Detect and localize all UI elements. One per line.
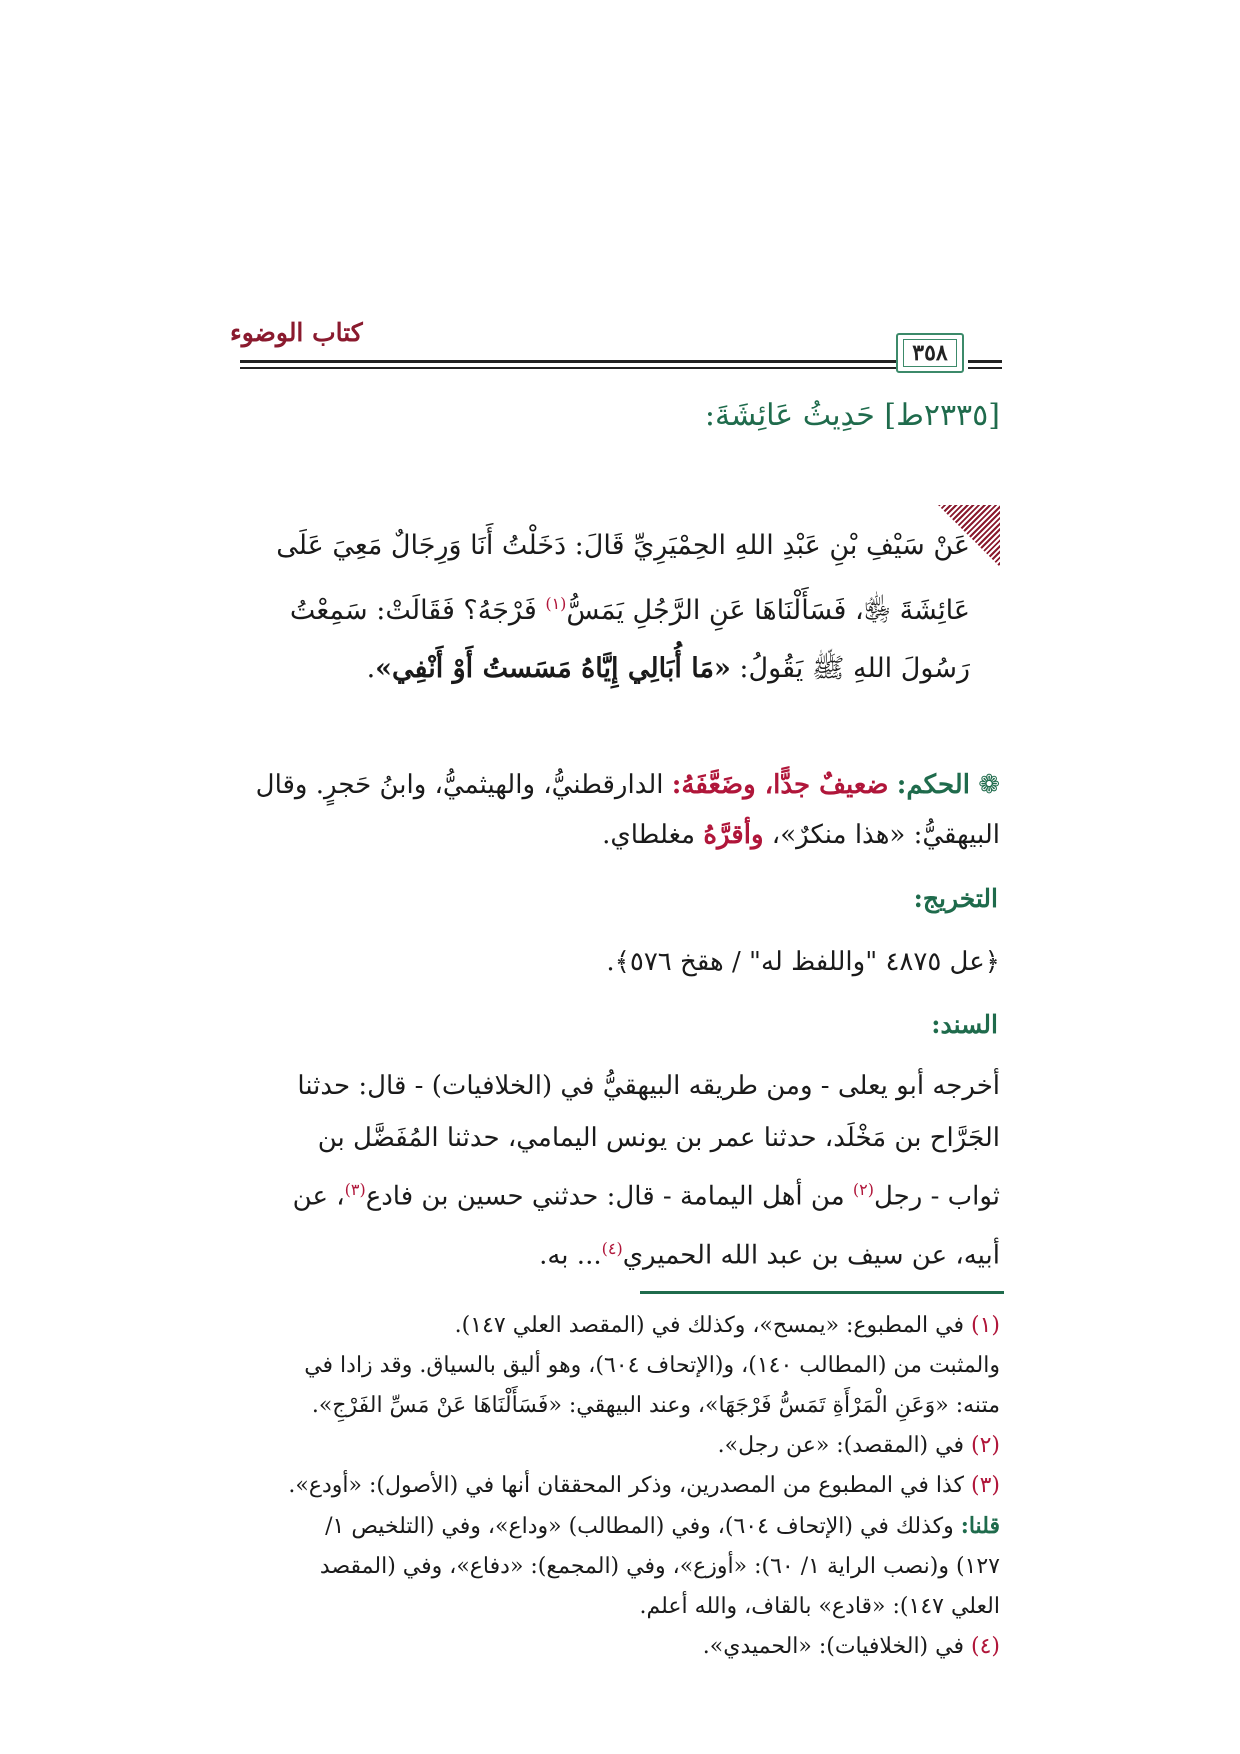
sanad-heading: السند: [931,1010,998,1039]
header-rule-right-top [968,360,1002,363]
sanad-line-4a: أبيه، عن سيف بن عبد الله الحميري [622,1240,1000,1271]
takhrij-heading: التخريج: [913,884,998,913]
prophetic-quote: «مَا أُبَالِي إِيَّاهُ مَسَستُ أَوْ أَنْفِي» [375,653,731,684]
footnote-2-number: (٢) [970,1433,1000,1458]
footnote-3-line-4: العلي ١٤٧): «قادع» بالقاف، والله أعلم. [639,1594,1000,1619]
hadith-box [248,505,1000,751]
footnotes [240,1306,1000,1667]
header-rule-bottom [240,367,896,369]
footnote-3-number: (٣) [970,1473,1000,1498]
ruling-text-2: البيهقيُّ: «هذا منكرٌ»، [763,820,1000,850]
hadith-line-2 [250,575,970,640]
ruling-paragraph [240,760,1000,860]
footnote-3-line-2-text: وكذلك في (الإتحاف ٦٠٤)، وفي (المطالب) «وداع»، وفي (التلخيص ١/ [325,1514,961,1539]
hadith-text [250,517,970,698]
ruling-verdict: ضعيفٌ جدًّا، وضَعَّفَهُ: [671,770,889,800]
footnote-3-line-2 [240,1506,1000,1547]
footnote-1-number: (١) [970,1313,1000,1338]
hadith-line-2a: عَائِشَةَ ﵂، فَسَأَلْنَاهَا عَنِ الرَّجُلِ يَمَسُّ [566,595,970,626]
rose-icon: ❁ [978,770,1000,800]
page-number: ٣٥٨ [903,339,957,367]
sanad-line-3 [240,1164,1000,1223]
sanad-line-2: الجَرَّاح بن مَخْلَد، حدثنا عمر بن يونس اليمامي، حدثنا المُفَضَّل بن [317,1123,1000,1153]
ruling-text-3: مغلطاي. [602,820,704,850]
footnote-ref-4: (٤) [601,1238,623,1258]
footnote-ref-3: (٣) [344,1180,366,1199]
hadith-line-3-end: . [366,653,376,684]
sanad-line-3c: ، عن [292,1181,345,1212]
footnote-1 [240,1306,1000,1346]
ruling-line-1 [240,760,1000,810]
hadith-line-3 [250,640,970,698]
footnote-3-line-3: ١٢٧) و(نصب الراية ١/ ٦٠): «أوزع»، وفي (المجمع): «دفاع»، وفي (المقصد [319,1554,1000,1579]
footnote-3-qulna: قلنا: [960,1513,1000,1539]
sanad-line-4b: ... به. [539,1240,602,1271]
footnote-ref-2: (٢) [852,1180,874,1199]
hadith-line-2b: فَرْجَهُ؟ فَقَالَتْ: سَمِعْتُ [289,595,546,626]
sanad-line-3a: ثواب - رجل [873,1181,1000,1212]
footnote-3-line-1: كذا في المطبوع من المصدرين، وذكر المحققان أنها في (الأصول): «أودع». [288,1473,971,1498]
hadith-line-3a: رَسُولَ اللهِ ﷺ يَقُولُ: [730,653,970,684]
footnote-4-number: (٤) [970,1634,1000,1659]
hadith-line-1: عَنْ سَيْفِ بْنِ عَبْدِ اللهِ الحِمْيَرِيِّ قَالَ: دَخَلْتُ أَنَا وَرِجَالٌ مَعِيَ عَلَى [276,530,970,561]
book-title: كتاب الوضوء [230,318,363,347]
footnote-separator [640,1291,1004,1294]
hadith-title: [٢٣٣٥ط] حَدِيثُ عَائِشَةَ: [704,398,1000,433]
sanad-line-3b: من أهل اليمامة - قال: حدثني حسين بن فادع [365,1181,853,1212]
footnote-1-line-2: والمثبت من (المطالب ١٤٠)، و(الإتحاف ٦٠٤)، وهو أليق بالسياق. وقد زادا في [304,1353,1000,1378]
header-rule-right-bottom [968,367,1002,369]
sanad-paragraph [240,1060,1000,1281]
footnote-2 [240,1426,1000,1466]
sanad-line-4 [240,1223,1000,1282]
footnote-ref-1: (١) [545,594,567,613]
ruling-aqarrahu: وأقرَّهُ [703,820,764,850]
header-rule-top [240,360,896,363]
ruling-label: الحكم: [896,770,970,800]
sanad-line-1: أخرجه أبو يعلى - ومن طريقه البيهقيُّ في (الخلافيات) - قال: حدثنا [297,1071,1000,1101]
takhrij-text: ﴿عل ٤٨٧٥ "واللفظ له" / هقخ ٥٧٦﴾. [606,947,1000,977]
footnote-3 [240,1466,1000,1506]
footnote-1-line-1: في المطبوع: «يمسح»، وكذلك في (المقصد العلي ١٤٧). [454,1313,971,1338]
footnote-1-line-3: متنه: «وَعَنِ الْمَرْأَةِ تَمَسُّ فَرْجَهَا»، وعند البيهقي: «فَسَأَلْنَاهَا عَنْ مَسِّ الفَرْجِ». [311,1393,1000,1418]
footnote-4-text: في (الخلافيات): «الحميدي». [702,1634,971,1659]
page-number-badge [896,333,964,373]
ruling-text-1: الدارقطنيُّ، والهيثميُّ، وابنُ حَجرٍ. وقال [255,770,672,800]
footnote-2-text: في (المقصد): «عن رجل». [717,1433,971,1458]
footnote-4 [240,1627,1000,1667]
ruling-line-2 [240,810,1000,860]
